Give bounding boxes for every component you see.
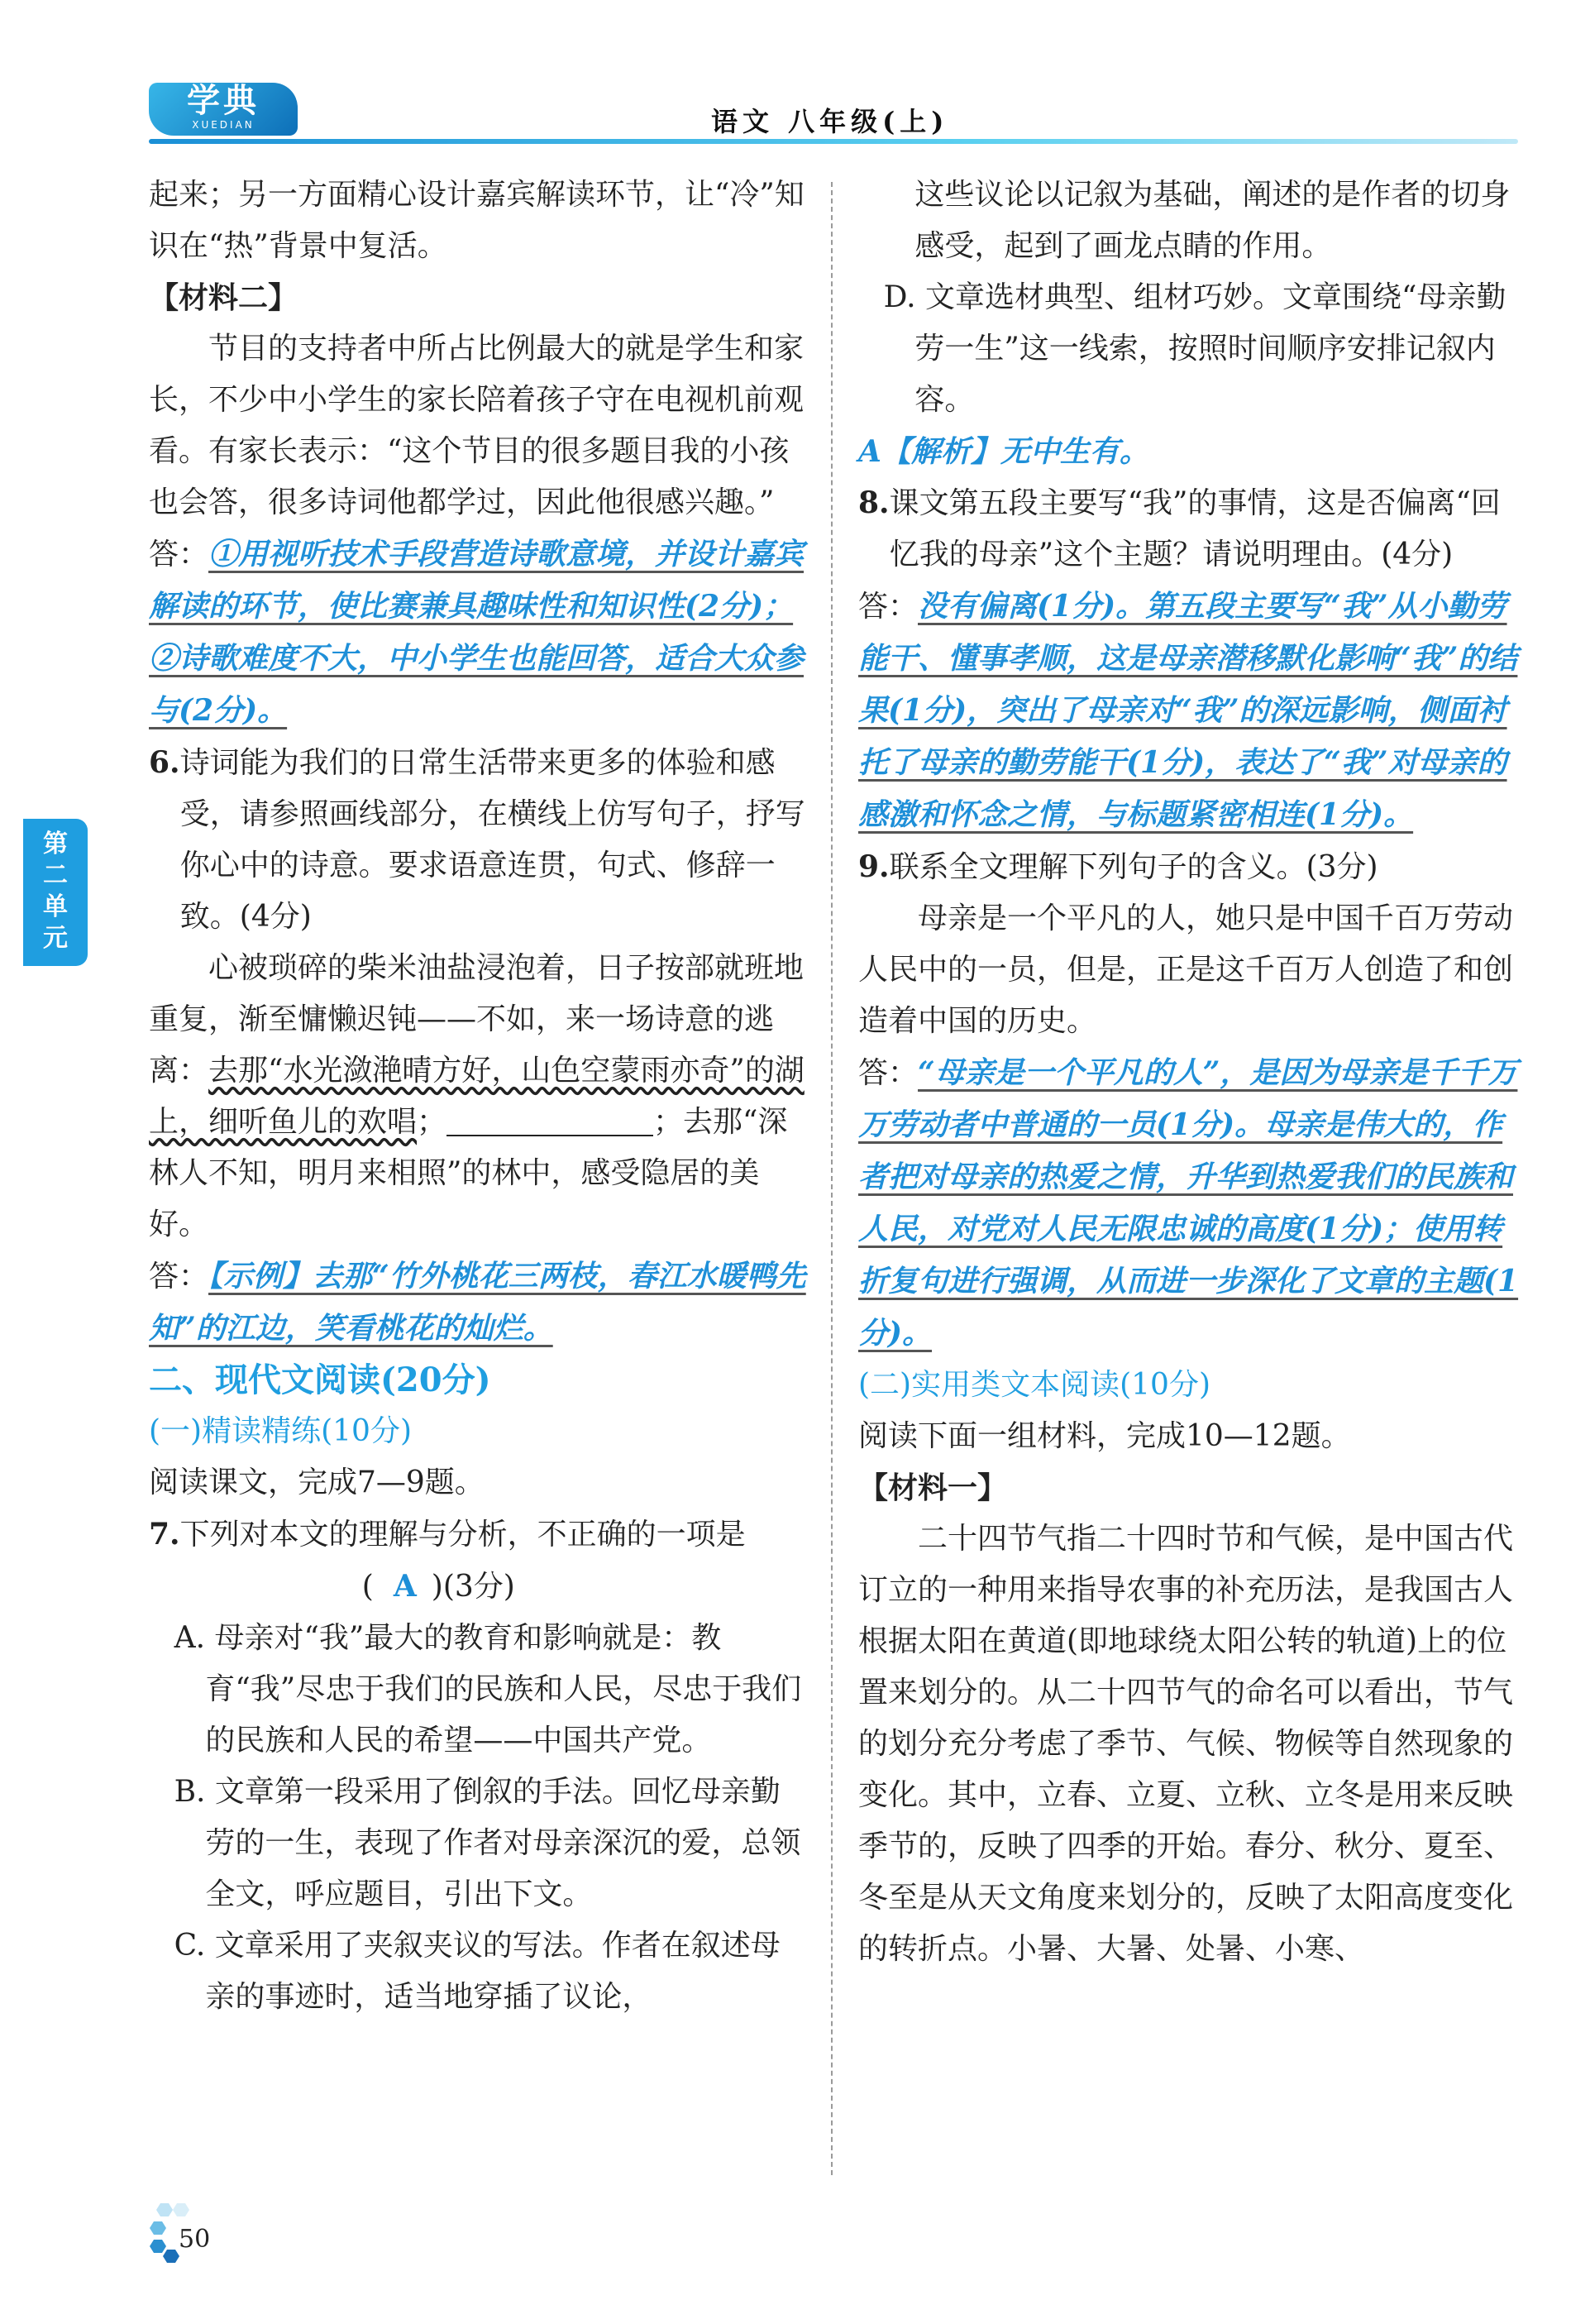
question-text: 下列对本文的理解与分析，不正确的一项是 (179, 1518, 746, 1552)
answer-choice: A (393, 1569, 417, 1604)
section-two-title: 二、现代文阅读(20分) (149, 1360, 491, 1399)
answer-text: 【示例】去那“竹外桃花三两枝，春江水暖鸭先知”的江边，笑看桃花的灿烂。 (149, 1259, 806, 1346)
q8-answer (858, 581, 1520, 841)
paren-open: ( (361, 1570, 374, 1604)
question-number: 8. (858, 485, 890, 520)
question-7 (149, 1509, 806, 1613)
q6-answer (149, 1250, 806, 1355)
material-two-text: 节目的支持者中所占比例最大的就是学生和家长，不少中小学生的家长陪着孩子守在电视机前观看。有家长表示：“这个节目的很多题目我的小孩也会答，很多诗词他都学过，因此他很感兴趣。” (149, 332, 805, 519)
material-two-heading: 【材料二】 (149, 280, 298, 315)
material-one-text: 二十四节气指二十四时节和气候，是中国古代订立的一种用来指导农事的补充历法，是我国古人根据太阳在黄道(即地球绕太阳公转的轨道)上的位置来划分的。从二十四节气的命名可以看出，节气的划分充分考虑了季节、气候、物候等自然现象的变化。其中，立春、立夏、立秋、立冬是用来反映季节的，反映了四季的开始。春分、秋分、夏至、冬至是从天文角度来划分的，反映了太阳高度变化的转折点。小暑、大暑、处暑、小寒、 (858, 1522, 1514, 1966)
column-divider (831, 182, 833, 2175)
q6-passage (149, 943, 806, 1250)
question-9 (858, 841, 1520, 893)
publisher-logo (149, 83, 298, 136)
answer-text: 没有偏离(1分)。第五段主要写“我”从小勤劳能干、懂事孝顺，这是母亲潜移默化影响“我”的结果(1分)，突出了母亲对“我”的深远影响，侧面衬托了母亲的勤劳能干(1分)，表达了“我”对母亲的感激和怀念之情，与标题紧密相连(1分)。 (858, 589, 1518, 832)
subsection-two-intro: 阅读下面一组材料，完成10—12题。 (858, 1419, 1351, 1453)
answer-text: “母亲是一个平凡的人”，是因为母亲是千千万万劳动者中普通的一员(1分)。母亲是伟大的，作者把对母亲的热爱之情，升华到热爱我们的民族和人民，对党对人民无限忠诚的高度(1分)；使用转折复句进行强调，从而进一步深化了文章的主题(1分)。 (858, 1055, 1519, 1351)
book-title: 语文 八年级(上) (711, 106, 949, 137)
subsection-one-intro: 阅读课文，完成7—9题。 (149, 1466, 485, 1499)
unit-side-tab (23, 819, 88, 966)
q7-option-c-continued: 这些议论以记叙为基础，阐述的是作者的切身感受，起到了画龙点睛的作用。 (914, 178, 1511, 263)
material-one-heading: 【材料一】 (858, 1470, 1008, 1505)
right-column (858, 170, 1520, 1975)
paren-close: )(3分) (431, 1570, 515, 1604)
q7-option-d: D. 文章选材典型、组材巧妙。文章围绕“母亲勤劳一生”这一线索，按照时间顺序安排记叙内容。 (883, 280, 1506, 417)
question-6 (149, 737, 806, 943)
question-text: 联系全文理解下列句子的含义。(3分) (889, 850, 1378, 884)
fill-in-blank (446, 1105, 653, 1136)
q7-option-c: C. 文章采用了夹叙夹议的写法。作者在叙述母亲的事迹时，适当地穿插了议论， (174, 1929, 781, 2014)
q9-answer (858, 1047, 1520, 1360)
q9-quote: 母亲是一个平凡的人，她只是中国千百万劳动人民中的一员，但是，正是这千百万人创造了和创造着中国的历史。 (858, 901, 1514, 1038)
q7-analysis: A【解析】无中生有。 (858, 434, 1149, 469)
left-column (149, 170, 806, 2023)
question-number: 7. (149, 1517, 180, 1552)
question-text: 课文第五段主要写“我”的事情，这是否偏离“回忆我的母亲”这个主题？请说明理由。(4分) (889, 486, 1501, 571)
passage-continuation: 起来；另一方面精心设计嘉宾解读环节，让“冷”知识在“热”背景中复活。 (149, 178, 805, 263)
page-header (0, 0, 1590, 157)
q6-passage-end: ；去那“深林人不知，明月来相照”的林中，感受隐居的美好。 (149, 1105, 788, 1241)
header-rule (149, 139, 1518, 144)
answer-prefix: 答： (858, 1056, 919, 1090)
logo-main-text: 学典 (187, 82, 260, 120)
q5-answer (149, 528, 806, 737)
question-8 (858, 477, 1520, 581)
q7-option-a: A. 母亲对“我”最大的教育和影响就是：教育“我”尽忠于我们的民族和人民，尽忠于我们的民族和人民的希望——中国共产党。 (174, 1621, 802, 1757)
q6-underlined-sentence: 去那“水光潋滟晴方好，山色空蒙雨亦奇”的湖上，细听鱼儿的欢唱 (149, 1054, 805, 1139)
question-text: 诗词能为我们的日常生活带来更多的体验和感受，请参照画线部分，在横线上仿写句子，抒写你心中的诗意。要求语意连贯，句式、修辞一致。(4分) (179, 746, 805, 934)
q6-passage-semicolon: ； (417, 1105, 447, 1139)
q6-passage-intro: 心被琐碎的柴米油盐浸泡着，日子按部就班地重复，渐至慵懒迟钝——不如，来一场诗意的逃离： (149, 951, 805, 1088)
subsection-one-title: (一)精读精练(10分) (149, 1414, 412, 1448)
logo-sub-text: XUEDIAN (192, 119, 255, 131)
answer-prefix: 答： (149, 538, 209, 571)
page-number: 50 (179, 2225, 211, 2254)
answer-prefix: 答： (149, 1260, 209, 1294)
subsection-two-title: (二)实用类文本阅读(10分) (858, 1368, 1210, 1402)
q7-option-b: B. 文章第一段采用了倒叙的手法。回忆母亲勤劳的一生，表现了作者对母亲深沉的爱，总领全文，呼应题目，引出下文。 (174, 1775, 801, 1911)
question-number: 9. (858, 849, 890, 884)
question-number: 6. (149, 745, 180, 780)
answer-prefix: 答： (858, 590, 919, 624)
answer-text: ①用视听技术手段营造诗歌意境，并设计嘉宾解读的环节，使比赛兼具趣味性和知识性(2分)；②诗歌难度不大，中小学生也能回答，适合大众参与(2分)。 (149, 537, 805, 728)
unit-label: 第二单元 (43, 830, 68, 953)
